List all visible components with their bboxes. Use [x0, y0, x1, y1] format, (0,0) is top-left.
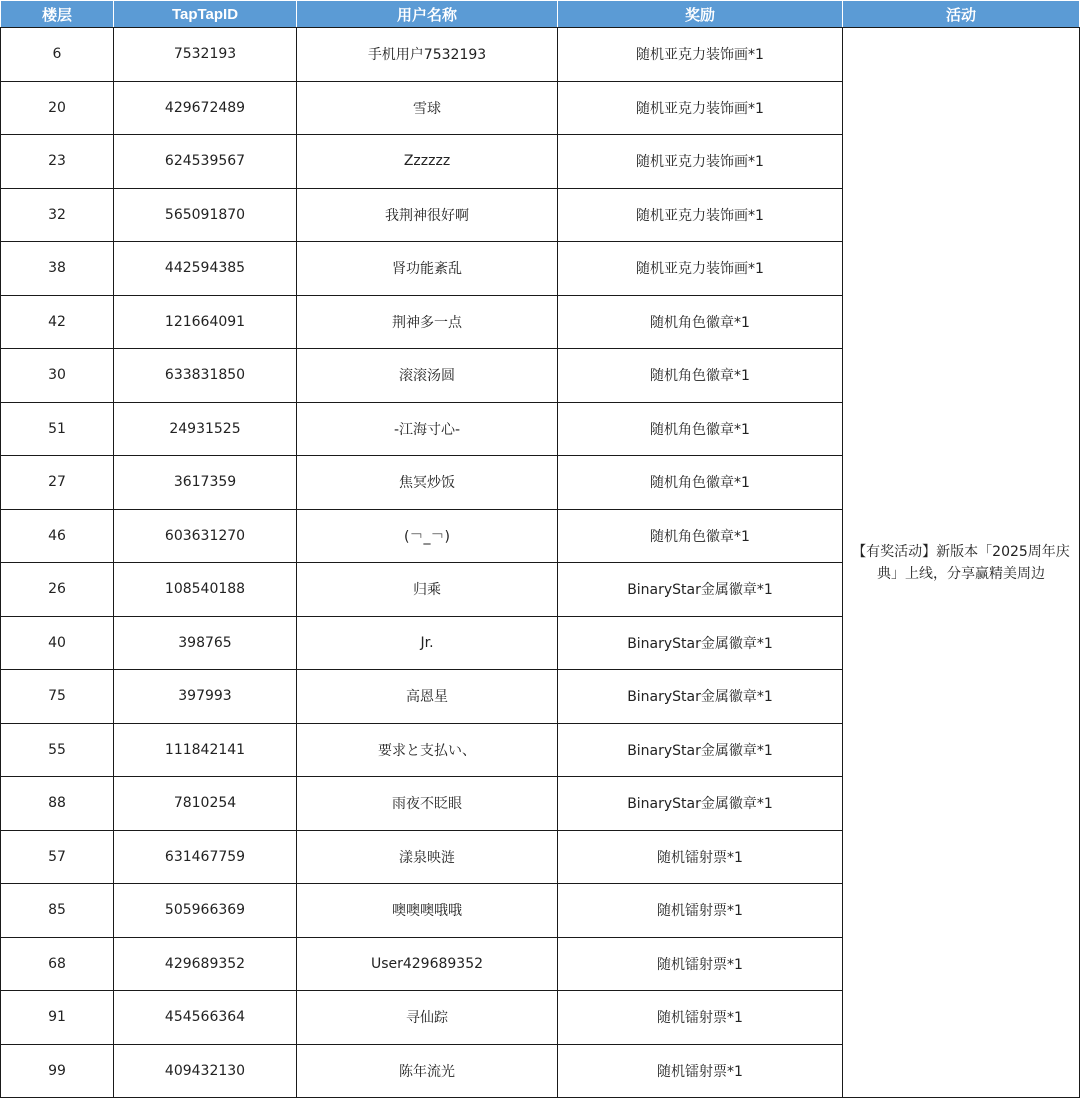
header-activity: 活动: [843, 1, 1080, 28]
taptap-id-cell: 603631270: [114, 509, 297, 563]
header-floor: 楼层: [1, 1, 114, 28]
floor-cell: 88: [1, 777, 114, 831]
floor-cell: 85: [1, 884, 114, 938]
reward-cell: 随机角色徽章*1: [558, 402, 843, 456]
taptap-id-cell: 409432130: [114, 1044, 297, 1098]
floor-cell: 57: [1, 830, 114, 884]
username-cell: 雨夜不眨眼: [297, 777, 558, 831]
taptap-id-cell: 397993: [114, 670, 297, 724]
floor-cell: 30: [1, 349, 114, 403]
username-cell: 滚滚汤圆: [297, 349, 558, 403]
reward-cell: 随机亚克力装饰画*1: [558, 28, 843, 82]
header-row: [1, 1, 1080, 28]
reward-cell: BinaryStar金属徽章*1: [558, 616, 843, 670]
floor-cell: 20: [1, 81, 114, 135]
taptap-id-cell: 7532193: [114, 28, 297, 82]
reward-cell: 随机亚克力装饰画*1: [558, 242, 843, 296]
username-cell: 要求と支払い、: [297, 723, 558, 777]
reward-cell: BinaryStar金属徽章*1: [558, 777, 843, 831]
username-cell: Jr.: [297, 616, 558, 670]
taptap-id-cell: 505966369: [114, 884, 297, 938]
header-taptap-id: TapTapID: [114, 1, 297, 28]
taptap-id-cell: 7810254: [114, 777, 297, 831]
username-cell: 寻仙踪: [297, 991, 558, 1045]
username-cell: 漾泉映涟: [297, 830, 558, 884]
table-header: [1, 1, 1080, 28]
taptap-id-cell: 429672489: [114, 81, 297, 135]
header-reward: 奖励: [558, 1, 843, 28]
floor-cell: 55: [1, 723, 114, 777]
header-username: 用户名称: [297, 1, 558, 28]
taptap-id-cell: 442594385: [114, 242, 297, 296]
username-cell: 噢噢噢哦哦: [297, 884, 558, 938]
reward-cell: 随机亚克力装饰画*1: [558, 188, 843, 242]
username-cell: 陈年流光: [297, 1044, 558, 1098]
floor-cell: 27: [1, 456, 114, 510]
reward-cell: 随机亚克力装饰画*1: [558, 81, 843, 135]
taptap-id-cell: 633831850: [114, 349, 297, 403]
table-body: [1, 28, 1080, 1098]
username-cell: 雪球: [297, 81, 558, 135]
floor-cell: 51: [1, 402, 114, 456]
reward-cell: 随机角色徽章*1: [558, 295, 843, 349]
floor-cell: 38: [1, 242, 114, 296]
username-cell: 手机用户7532193: [297, 28, 558, 82]
reward-cell: 随机镭射票*1: [558, 884, 843, 938]
taptap-id-cell: 565091870: [114, 188, 297, 242]
reward-cell: 随机角色徽章*1: [558, 456, 843, 510]
taptap-id-cell: 24931525: [114, 402, 297, 456]
floor-cell: 46: [1, 509, 114, 563]
username-cell: Zzzzzz: [297, 135, 558, 189]
taptap-id-cell: 454566364: [114, 991, 297, 1045]
taptap-id-cell: 108540188: [114, 563, 297, 617]
reward-cell: 随机镭射票*1: [558, 991, 843, 1045]
floor-cell: 42: [1, 295, 114, 349]
reward-cell: BinaryStar金属徽章*1: [558, 723, 843, 777]
reward-cell: 随机镭射票*1: [558, 937, 843, 991]
taptap-id-cell: 398765: [114, 616, 297, 670]
username-cell: 肾功能紊乱: [297, 242, 558, 296]
username-cell: (￢_￢): [297, 509, 558, 563]
floor-cell: 75: [1, 670, 114, 724]
reward-cell: 随机镭射票*1: [558, 1044, 843, 1098]
taptap-id-cell: 624539567: [114, 135, 297, 189]
floor-cell: 6: [1, 28, 114, 82]
taptap-id-cell: 3617359: [114, 456, 297, 510]
floor-cell: 99: [1, 1044, 114, 1098]
floor-cell: 32: [1, 188, 114, 242]
reward-cell: BinaryStar金属徽章*1: [558, 670, 843, 724]
reward-cell: 随机镭射票*1: [558, 830, 843, 884]
floor-cell: 68: [1, 937, 114, 991]
username-cell: 高恩星: [297, 670, 558, 724]
taptap-id-cell: 631467759: [114, 830, 297, 884]
taptap-id-cell: 429689352: [114, 937, 297, 991]
username-cell: 我荆神很好啊: [297, 188, 558, 242]
floor-cell: 26: [1, 563, 114, 617]
floor-cell: 23: [1, 135, 114, 189]
reward-cell: BinaryStar金属徽章*1: [558, 563, 843, 617]
username-cell: User429689352: [297, 937, 558, 991]
table-row: [1, 28, 1080, 82]
username-cell: 焦冥炒饭: [297, 456, 558, 510]
username-cell: 归乘: [297, 563, 558, 617]
reward-cell: 随机亚克力装饰画*1: [558, 135, 843, 189]
reward-cell: 随机角色徽章*1: [558, 349, 843, 403]
reward-cell: 随机角色徽章*1: [558, 509, 843, 563]
taptap-id-cell: 121664091: [114, 295, 297, 349]
taptap-id-cell: 111842141: [114, 723, 297, 777]
activity-cell: 【有奖活动】新版本「2025周年庆典」上线，分享赢精美周边: [843, 28, 1080, 1098]
floor-cell: 91: [1, 991, 114, 1045]
username-cell: 荆神多一点: [297, 295, 558, 349]
floor-cell: 40: [1, 616, 114, 670]
username-cell: -江海寸心-: [297, 402, 558, 456]
